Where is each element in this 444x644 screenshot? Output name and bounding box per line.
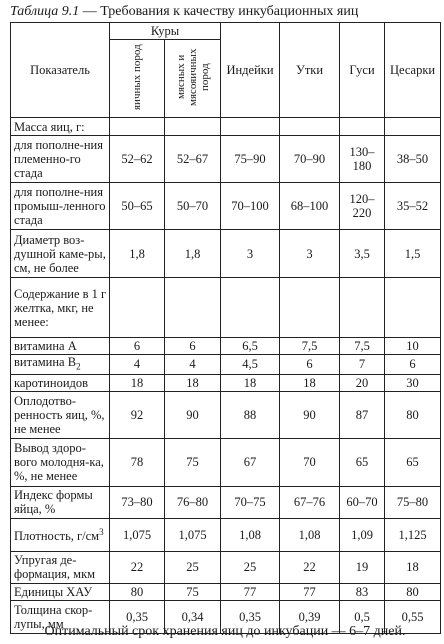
row-label: витамина А (11, 338, 110, 355)
value-cell: 75 (165, 438, 221, 486)
value-cell: 90 (280, 391, 340, 438)
value-cell: 4 (110, 355, 165, 375)
value-cell: 6,5 (221, 338, 280, 355)
value-cell: 1,08 (221, 518, 280, 551)
table-title: Требования к качеству инкубационных яиц (100, 4, 359, 19)
value-cell: 22 (280, 551, 340, 583)
row-label: Единицы ХАУ (11, 583, 110, 600)
value-cell: 1,08 (280, 518, 340, 551)
value-cell: 25 (221, 551, 280, 583)
table-row (11, 374, 441, 391)
value-cell: 87 (340, 391, 385, 438)
value-cell: 88 (221, 391, 280, 438)
row-mass-title (11, 118, 441, 136)
value-cell: 4,5 (221, 355, 280, 375)
header-row-1 (11, 23, 441, 40)
value-cell: 80 (110, 583, 165, 600)
value-cell: 0,5 (340, 600, 385, 633)
value-cell: 0,35 (221, 600, 280, 633)
table-row (11, 486, 441, 518)
header-turkeys: Индейки (221, 23, 280, 118)
value-cell: 70–75 (221, 486, 280, 518)
value-cell: 50–70 (165, 183, 221, 230)
row-label: витамина $B_2$ (11, 355, 110, 375)
value-cell: 3 (280, 230, 340, 278)
value-cell: 6 (110, 338, 165, 355)
value-cell: 3,5 (340, 230, 385, 278)
value-cell: 3 (221, 230, 280, 278)
row-label: Упругая де-формация, мкм (11, 551, 110, 583)
value-cell: 38–50 (385, 136, 441, 183)
value-cell: 92 (110, 391, 165, 438)
row-label: Масса яиц, г: (11, 118, 110, 136)
table-row (11, 438, 441, 486)
value-cell: 7,5 (340, 338, 385, 355)
header-ducks: Утки (280, 23, 340, 118)
storage-note: Оптимальный срок хранения яиц до инкубации — 6–7 дней. (44, 624, 406, 639)
value-cell: 0,39 (280, 600, 340, 633)
row-label: Толщина скор-лупы, мм (11, 600, 110, 633)
value-cell: 18 (110, 374, 165, 391)
value-cell: 19 (340, 551, 385, 583)
value-cell: 1,125 (385, 518, 441, 551)
value-cell: 65 (385, 438, 441, 486)
header-geese: Гуси (340, 23, 385, 118)
value-cell: 6 (385, 355, 441, 375)
value-cell: 80 (385, 583, 441, 600)
value-cell: 75–90 (221, 136, 280, 183)
header-indicator: Показатель (11, 23, 110, 118)
table-row (11, 583, 441, 600)
row-label: Диаметр воз-душной каме-ры, см, не более (11, 230, 110, 278)
row-content-title (11, 278, 441, 338)
value-cell: 1,8 (165, 230, 221, 278)
value-cell: 60–70 (340, 486, 385, 518)
table-row (11, 518, 441, 551)
value-cell: 6 (280, 355, 340, 375)
caption-dash: — (79, 4, 101, 19)
value-cell: 120–220 (340, 183, 385, 230)
value-cell: 6 (165, 338, 221, 355)
value-cell: 65 (340, 438, 385, 486)
value-cell: 20 (340, 374, 385, 391)
value-cell: 50–65 (110, 183, 165, 230)
value-cell: 18 (385, 551, 441, 583)
table-row (11, 355, 441, 375)
value-cell: 0,55 (385, 600, 441, 633)
value-cell: 4 (165, 355, 221, 375)
value-cell: 70–90 (280, 136, 340, 183)
table-row (11, 230, 441, 278)
value-cell: 73–80 (110, 486, 165, 518)
row-label: Плотность, $г/см^3$ (11, 518, 110, 551)
value-cell: 7,5 (280, 338, 340, 355)
value-cell: 1,075 (165, 518, 221, 551)
value-cell: 52–62 (110, 136, 165, 183)
row-label: Оплодотво-ренность яиц, %, не менее (11, 391, 110, 438)
header-meat-breeds: мясных и мясояичных пород (165, 40, 221, 118)
value-cell: 83 (340, 583, 385, 600)
value-cell: 0,34 (165, 600, 221, 633)
row-label: каротиноидов (11, 374, 110, 391)
value-cell: 77 (221, 583, 280, 600)
row-label: Вывод здоро-вого молодня-ка, %, не менее (11, 438, 110, 486)
value-cell: 130–180 (340, 136, 385, 183)
value-cell: 7 (340, 355, 385, 375)
table-row (11, 136, 441, 183)
value-cell: 52–67 (165, 136, 221, 183)
value-cell: 70 (280, 438, 340, 486)
value-cell: 67 (221, 438, 280, 486)
value-cell: 90 (165, 391, 221, 438)
row-label: для пополне-ния племенно-го стада (11, 136, 110, 183)
value-cell: 77 (280, 583, 340, 600)
value-cell: 75–80 (385, 486, 441, 518)
value-cell: 35–52 (385, 183, 441, 230)
value-cell: 78 (110, 438, 165, 486)
table-caption (10, 2, 440, 22)
table-row (11, 183, 441, 230)
header-egg-breeds: яичных пород (110, 40, 165, 118)
value-cell: 30 (385, 374, 441, 391)
table-row (11, 551, 441, 583)
table-number: Таблица 9.1 (10, 4, 80, 19)
value-cell: 1,8 (110, 230, 165, 278)
row-label: Содержание в 1 г желтка, мкг, не менее: (11, 278, 110, 338)
value-cell: 68–100 (280, 183, 340, 230)
value-cell: 80 (385, 391, 441, 438)
value-cell: 25 (165, 551, 221, 583)
value-cell: 1,5 (385, 230, 441, 278)
value-cell: 67–76 (280, 486, 340, 518)
value-cell: 18 (221, 374, 280, 391)
value-cell: 75 (165, 583, 221, 600)
value-cell: 10 (385, 338, 441, 355)
row-label: Индекс формы яйца, % (11, 486, 110, 518)
table-row (11, 391, 441, 438)
header-kury: Куры (110, 23, 221, 40)
value-cell: 1,09 (340, 518, 385, 551)
value-cell: 0,35 (110, 600, 165, 633)
value-cell: 1,075 (110, 518, 165, 551)
value-cell: 70–100 (221, 183, 280, 230)
value-cell: 18 (165, 374, 221, 391)
egg-quality-table (10, 22, 441, 634)
row-label: для пополне-ния промыш-ленного стада (11, 183, 110, 230)
table-row (11, 338, 441, 355)
value-cell: 22 (110, 551, 165, 583)
header-guinea: Цесарки (385, 23, 441, 118)
value-cell: 76–80 (165, 486, 221, 518)
value-cell: 18 (280, 374, 340, 391)
